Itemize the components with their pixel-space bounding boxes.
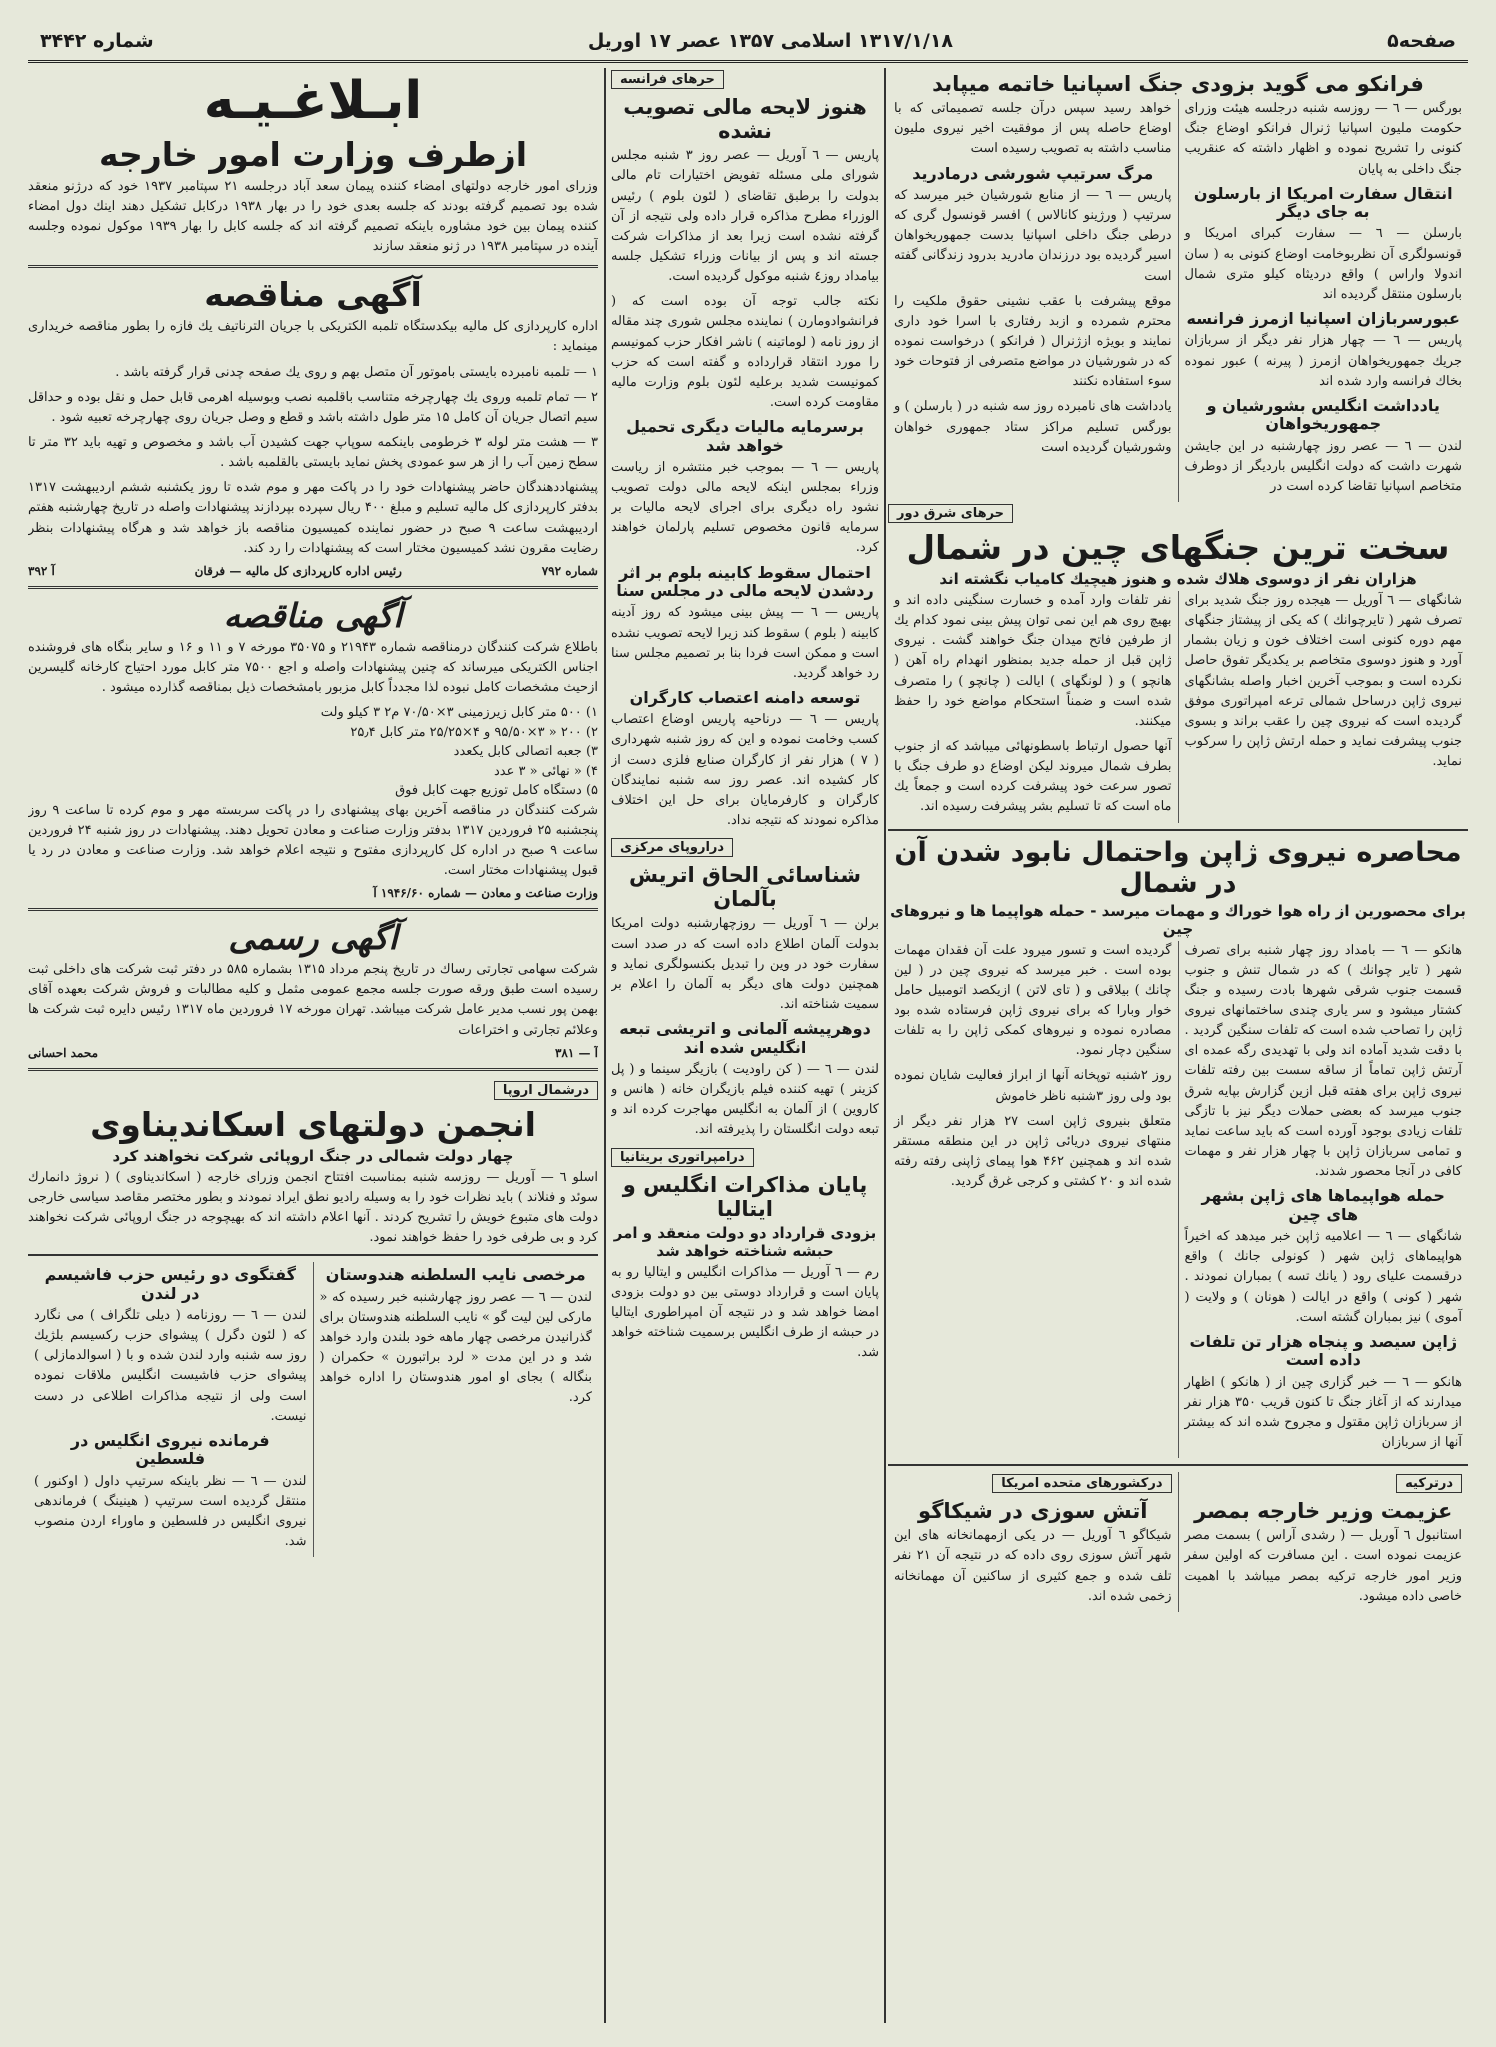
column-divider [604, 68, 606, 2023]
tender2-item [28, 762, 598, 782]
story-paragraph: لندن — ٦ — عصر روز چهارشنبه خبر رسیده که « مارکی لین لیت گو » نایب السلطنه هندوستان برای گذرانیدن مرخصی چهار ماهه خود بلندن وارد خواهد شد و در این مدت « لرد براتبورن » حکمران ( بنگاله ) بجای او امور هندوستان را اداره خواهد کرد. [319, 1289, 592, 1406]
budget-headline: هنوز لایحه مالی تصویب نشده [623, 95, 867, 144]
spain-right-column [1179, 99, 1469, 502]
story-paragraph: هانکو — ٦ — بامداد روز چهار شنبه برای تصرف شهر ( تایر چوانك ) که در شمال تنش و جنوب قسمت جنوب شرقی شهرها بادت رسیده و جنگ کشتار میشود و سر یاری چندی ساختمانهای نیروی ژاپن را تصاحب شده است که تلفات سنگین گردید . با دقت شدید آماده اند ولی با تهدیدی رگه عمده ای آرتش ژاپن تماماً از ساقه سست بین رفته تلفات نیروی ژاپن برای هفته قبل ازین گزارش بپایه شرق جنوب میرسد که بعضی حملات دیگر نیز با تازگی تلفات زیادی بوجود آورده است که باید ساعت نماید و تمامی سربازان ژاپن با چهار هزار نفر و مهمات کافی در آنجا محصور شدند. [1184, 942, 1462, 1180]
section-label-central-europe: دراروپای مرکزی [611, 838, 733, 857]
notice-paragraph: اداره کارپردازی کل مالیه بیکدستگاه تلمبه الکتریکی با جریان الترناتیف یك فازه را بطور مناقصه خریداری مینماید : [28, 319, 598, 355]
british-note-headline: یادداشت انگلیس بشورشیان و جمهوریخواهان [1206, 395, 1440, 434]
france-label-row [611, 68, 879, 91]
spain-paragraph: بورگس — ٦ — روزسه شنبه درجلسه هیئت وزرای حکومت ملیون اسپانیا ژنرال فرانکو اوضاع جنگ کنونی را تشریح نموده و اظهار داشته که عنقریب جنگ داخلی به پایان [1184, 101, 1462, 177]
tender2-item [28, 723, 598, 743]
item-text: ۱) ۵۰۰ متر کابل زیرزمینی ۳×۷۰/۵۰ م۲ ۳ کیلو ولت [320, 705, 598, 721]
story-paragraph: هانکو — ٦ — خبر گزاری چین از ( هانکو ) اظهار میدارند که از آغاز جنگ تا کنون قریب ۳۵۰ هزار نفر از سربازان ژاپن مقتول و مجروح شده اند که بیشتر آنها از سربازان [1184, 1374, 1462, 1451]
rule [888, 829, 1468, 831]
spain-paragraph: لندن — ٦ — عصر روز چهارشنبه در این جایشن شهرت داشت که دولت انگلیس بارديگر از دوطرف متخاصم اسپانیا تقاضا کرده است در [1184, 438, 1462, 494]
section-label-britain: درامپراتوری بریتانیا [611, 1148, 754, 1167]
china-war-story [888, 591, 1468, 823]
tax-headline: برسرمایه مالیات دیگری تحمیل خواهد شد [626, 417, 864, 455]
signature-name: محمد احسانی [28, 1045, 99, 1060]
bottom-stories [28, 1262, 598, 1557]
story-paragraph: پاریس — ٦ — بموجب خبر منتشره از ریاست وزراء بمجلس اینکه لایحه مالی دولت تصویب نشود راه دیگری برای اجرای لایحه مالیات بر سرمایه قانون مخصوص تسلیم پارلمان خواهند کرد. [611, 459, 879, 556]
section-label-turkey: درترکیه [1396, 1474, 1462, 1493]
china-war-subhead: هزاران نفر از دوسوی هلاك شده و هنوز هیچیك كامیاب نگشته اند [939, 570, 1417, 588]
actors-headline: دوهرپیشه آلمانی و اتریشی تبعه انگلیس شده اند [619, 1019, 871, 1057]
tender1-title: آگهی مناقصه [204, 275, 422, 315]
story-paragraph: استانبول ٦ آوریل — ( رشدی آراس ) بسمت مصر عزیمت نموده است . این مسافرت که اولین سفر وزیر امور خارجه ترکیه بمصر میباشد با اهمیت خاصی داده میشود. [1184, 1528, 1462, 1604]
tender1-signature [28, 564, 598, 578]
spain-stories [888, 99, 1468, 502]
strike-headline: توسعه دامنه اعتصاب کارگران [629, 687, 861, 707]
official-notice-title: آگهی رسمی [228, 918, 398, 958]
official-signature [28, 1046, 598, 1060]
section-label-north-europe: درشمال اروپا [494, 1081, 598, 1100]
story-paragraph: برلن — ٦ آوریل — روزچهارشنبه دولت امریکا بدولت آلمان اطلاع داده است که در صدد است سفارت خود در وین را تبدیل بکنسولگری نماید و همچنین دولت های دیگر به آلمان را اعلام بر سمیت شناخته اند. [611, 916, 879, 1013]
tender2-item [28, 703, 598, 723]
us-embassy-headline: انتقال سفارت امریکا از بارسلون به جای دیگر [1193, 183, 1453, 222]
air-raid-headline: حمله هواپیماها های ژاپن بشهر های چین [1201, 1186, 1445, 1224]
talks-subhead: بزودی قرارداد دو دولت منعقد و امر حبشه شناخته خواهد شد [613, 1223, 877, 1260]
story-paragraph: آنها حصول ارتباط باسطونهائی میباشد که از جنوب بطرف شمال میروند لیکن اوضاع دو طرف جنگ با تصور سرعت خود پیشرفت کرده است و جمعاً یك ماه است که تا تسلیم بشر پیشرفت رسیده اند. [894, 738, 1172, 815]
signature-name: رئیس اداره کارپردازی کل مالیه — فرقان [194, 563, 402, 578]
rule [28, 1254, 598, 1256]
palestine-headline: فرمانده نیروی انگلیس در فلسطین [70, 1430, 270, 1469]
notice-paragraph: شرکت سهامی تجارتی رساك در تاریخ پنجم مرداد ۱۳۱۵ بشماره ۵۸۵ در دفتر ثبت شرکت های داخلی ثبت رسیده است طبق ورقه صورت جلسه مجمع عمومی مثمل و کلیه مطالبات و فروش شرکت بعهده آقای بهمن پور نسب مدیر عامل شرکت میباشد. تهران مورخه ۱۷ فروردین ماه ۱۳۱۷ رئیس دایره ثبت شرکت ها وعلائم تجارتی و اختراعات [28, 962, 598, 1038]
spain-paragraph: خواهد رسید سپس درآن جلسه تصمیماتی که با اوضاع حاصله پس از موفقیت اخیر نیروی ملیون مناسب داشته به تصویب رسیده است [894, 101, 1172, 157]
story-column [1179, 1472, 1469, 1612]
spain-paragraph: بارسلن — ٦ — سفارت کبرای امریکا و قونسولگری آن نظربوخامت اوضاع کنونی به ( سان اندولا واراس ) واقع دردیثاه کیلو متری شمال بارسلون منتقل گردیده اند [1184, 226, 1462, 302]
story-column [28, 1262, 314, 1557]
scandinavia-headline: انجمن دولتهای اسکاندیناوی [90, 1104, 536, 1144]
notice-paragraph: باطلاع شرکت کنندگان درمناقصه شماره ۲۱۹۴۳ و ۳۵۰۷۵ مورخه ۷ و ۱۱ و ۱۶ و سایر بنگاه های فروشنده اجناس الکتریکی میرساند که چنین پیشنهادات واصله و اجع ۷۵۰۰ متر کابل مورد احتیاج کارخانه گلیسرین ازحیث مشخصات کامل نبوده لذا مجدداً کابل مزبور بامشخصات ذیل بمناقصه گذارده میشود . [28, 639, 598, 695]
story-paragraph: پاریس — ٦ آوریل — عصر روز ۳ شنبه مجلس شورای ملی مسئله تفویض اختیارات تام مالی بدولت را برطبق تقاضای ( لئون بلوم ) رئیس الوزراء مطرح مذاکره قرار داده ولی نتیجه از آن گرفته نشده است زیرا بعد از مذاکرات شرکت جسته اند و پس از بیانات وزراء تشکیل جلسه بیامداد روز٤ شنبه موکول گردیده است. [611, 148, 879, 285]
spain-paragraph: یادداشت های نامبرده روز سه شنبه در ( بارسلن ) و بورگس تسلیم مراکز ستاد جمهوری خواهان وشورشیان گردیده است [894, 399, 1172, 455]
story-column [888, 591, 1179, 823]
story-column [888, 941, 1179, 1459]
siege-subhead: برای محصورین از راه هوا خوراك و مهمات میرسد - حمله هواپیما ها و نیروهای چین [890, 901, 1466, 938]
spain-paragraph: پاریس — ٦ — از منابع شورشیان خبر میرسد که سرتیپ ( ورژینو کانالاس ) افسر قونسول گری که درطی جنگ داخلی اسپانیا بدست جمهوریخواهان اسیر گردیده بود درزندان مادرید بدرود زندگانی گفته است [894, 187, 1172, 284]
story-paragraph: روز ۲شنبه توپخانه آنها از ابراز فعالیت شایان نموده بود ولی روز ۳شنبه ناظر خاموش [894, 1068, 1172, 1104]
column-divider [884, 68, 886, 2023]
notice-title: ابـلاغـیـه [203, 71, 423, 131]
issue-date: ۱۳۱۷/۱/۱۸ اسلامی ۱۳۵۷ عصر ۱۷ اوریل [587, 30, 954, 52]
notice-paragraph: وزرای امور خارجه دولتهای امضاء کننده پیمان سعد آباد درجلسه ۲۱ سپتامبر ۱۹۳۷ خود که درژنو منعقد شده بود تصمیم گرفته بودند که جلسه بعدی خود را در بهار ۱۹۳۸ درکابل تشکیل دهند اینك دول امضاء کننده پیمان بین خود مشاوره باینکه تصمیم گرفته اند که جلسه کابل را بهار ۱۹۳۹ موکول نموده وجلسه آینده در سپتامبر ۱۹۳۸ در ژنو منعقد سازند [28, 178, 598, 255]
viceroy-headline: مرخصی نایب السلطنه هندوستان [325, 1265, 586, 1285]
central-europe-label-row [611, 836, 879, 859]
spain-paragraph: پاریس — ٦ — چهار هزار نفر دیگر از سربازان جریك جمهوریخواهان ازمرز ( پیرنه ) عبور نموده بخاك فرانسه وارد شده اند [1184, 333, 1462, 389]
item-text: ۴) « نهائی « ۳ عدد [493, 763, 598, 779]
masthead-bar [28, 22, 1468, 63]
talks-headline: پایان مذاکرات انگلیس و ایتالیا [622, 1172, 868, 1221]
rule [888, 1464, 1468, 1466]
notice-item: ۲ — تمام تلمبه وروی یك چهارچرخه متناسب باقلمبه نصب وبوسیله اهرمی قابل حمل و نقل بوده و حداقل سیم اتصال جریان آن کامل ۱۵ متر طول داشته باشد و قطع و وصل جریان روی چهارچرخه تعبیه شود . [28, 389, 598, 425]
story-paragraph: شیکاگو ٦ آوریل — در یکی ازمهمانخانه های این شهر آتش سوزی روی داده که در نتیجه آن ۲۱ نفر تلف شده و جمع کثیری از ساکنین آن مهمانخانه زخمی شده اند. [894, 1528, 1172, 1604]
story-paragraph: لندن — ٦ — ( کن راودیت ) بازیگر سینما و ( پل کزینر ) تهیه کننده فیلم بازیگران خانه ( هانس و کاروین ) از آلمان به انگلیس مهاجرت کرده اند و تبعه دولت انگلستان را پذیرفته اند. [611, 1061, 879, 1138]
notice-subtitle: ازطرف وزارت امور خارجه [98, 134, 528, 174]
issue-number: شماره ۳۴۴۲ [40, 30, 154, 52]
turkey-headline: عزیمت وزیر خارجه بمصر [1194, 1499, 1453, 1524]
britain-label-row [611, 1146, 879, 1169]
tender2-title: آگهی مناقصه [223, 595, 403, 635]
notice-item: ۱ — تلمبه نامبرده بایستی باموتور آن متصل بهم و روی یك صفحه چدنی قرار گرفته باشد . [115, 364, 598, 380]
story-paragraph: پاریس — ٦ — درناحیه پاریس اوضاع اعتصاب کسب وخامت نموده و این که روز شنبه شهرداری ( ۷ ) هزار نفر از کارگران صنایع فلزی دست از کار کشیده اند. عصر روز سه شنبه نمایندگان کارگران و کارفرمایان برای حل این اختلاف مذاکره نمودند که نتیجه نداد. [611, 712, 879, 829]
china-war-headline: سخت ترین جنگهای چین در شمال [906, 528, 1450, 568]
general-death-headline: مرگ سرتیپ شورشی درمادرید [912, 163, 1154, 183]
rule [28, 1068, 598, 1071]
story-column [314, 1262, 599, 1557]
chicago-headline: آتش سوزی در شیکاگو [918, 1499, 1148, 1524]
notice-paragraph: شرکت کنندگان در مناقصه آخرین بهای پیشنهادی را در پاکت سربسته مهر و موم کرده تا ساعت ۹ روز پنجشنبه ۲۵ فروردین ۱۳۱۷ بدفتر وزارت صناعت و معادن تحویل دهند. پیشنهادات در روز شنبه ۲۴ فروردین ساعت ۹ صبح در اداره کل کارپردازی مفتوح و نتیجه اعلام خواهد شد. وزارت صناعت و معادن در رد یا قبول پیشنهادات مختار است. [28, 802, 598, 879]
scandinavia-subhead: چهار دولت شمالی در جنگ اروپائی شرکت نخواهند کرد [112, 1146, 514, 1165]
item-text: ۳) جعبه اتصالی کابل یکعدد [453, 744, 598, 760]
signature-name: وزارت صناعت و معادن — شماره ۱۹۴۶/۶۰ آ [373, 886, 598, 901]
story-paragraph: متعلق بنیروی ژاپن است ۲۷ هزار نفر دیگر از منتهای نیروی دریائی ژاپن در این منطقه مستقر شده اند و همچنین ۴۶۲ هوا پیمای ژاپنی رفته رفته شده اند و ۲۰ کشتی و کرجی غرق گردید. [894, 1113, 1172, 1190]
franco-headline: فرانکو می گوید بزودی جنگ اسپانیا خاتمه میپابد [932, 72, 1424, 96]
tender2-item [28, 781, 598, 801]
siege-story [888, 941, 1468, 1459]
story-paragraph: نکته جالب توجه آن بوده است که ( فرانشوادومارن ) نماینده مجلس شوری چند مقاله از روز نامه ( لوماتینه ) ناشر افکار حزب کمونیسم را مورد انتقاد قرارداده و گفته است که حزب کمونیست شدید برعلیه لئون بلوم وزارت مالیه مقاومت کرده است. [611, 294, 879, 410]
tender2-item [28, 742, 598, 762]
story-column [1179, 941, 1469, 1459]
story-paragraph: پاریس — ٦ — پیش بینی میشود که روز آدینه کابینه ( بلوم ) سقوط کند زیرا لایحه تصویب نشده است و ممکن است فردا بنا بر تصمیم مجلس سنا رد خواهد گردید. [611, 605, 879, 681]
story-paragraph: رم — ٦ آوریل — مذاکرات انگلیس و ایتالیا رو به پایان است و قرارداد دوستی بین دو دولت بزودی امضا خواهد شد و در نتیجه آن امپراطوری ایتالیا در حبشه از طرف انگلیس برسمیت شناخته خواهد شد. [611, 1264, 879, 1361]
story-paragraph: شانگهای — ٦ — اعلامیه ژاپن خبر میدهد که اخیراً هواپیماهای ژاپن شهر ( کونولی جانك ) واقع درقسمت علیای رود ( یانك تسه ) بمباران نمودند . شهر ( کونی ) واقع در ایالت ( هونان ) و ولایت ( آموی ) نیز بمباران گشته است. [1184, 1229, 1462, 1325]
column-notices [28, 68, 598, 2023]
story-paragraph: شانگهای — ٦ آوریل — هیجده روز جنگ شدید برای تصرف شهر ( تایرچوانك ) که یکی از پیشتاز جنگهای مهم دوره کنونی است اختلاف خون و زیان بشمار آورد و هنوز دوسوی متخاصم بر یکدیگر تفوق حاصل نکرده است و بموجب آخرین اخبار واصله بشانگهای نیروی ژاپن درساحل شمالی ترعه امپراتوری موفق گردیده است که نیروی چین را عقب براند و بسوی جنوب پیشرفت نماید و حمله ارتش ژاپن را سرکوب نماید. [1184, 593, 1462, 770]
siege-headline: محاصره نیروی ژاپن واحتمال نابود شدن آن در شمال [894, 836, 1462, 899]
cabinet-fall-headline: احتمال سقوط کابینه بلوم بر اثر ردشدن لایحه مالی در مجلس سنا [616, 562, 874, 600]
story-paragraph: اسلو ٦ — آوریل — روزسه شنبه بمناسبت افتتاح انجمن وزرای خارجه ( اسکاندیناوی ) ( نروژ دانمارك سوئد و فنلاند ) باید نظرات خود را به وسیله رادیو نطق ایراد نمودند و بطور مختصر مقاصد سیاسی خارجی دولت های متبوع خویش را تشریح کردند . آنها اعلام داشته اند که بهیچوجه در جنگ اروپائی شرکت نخواهند کرد و بی طرفی خود را حفظ خواهند نمود. [28, 1169, 598, 1246]
section-label-us: درکشورهای متحده امریکا [992, 1474, 1171, 1493]
rule [28, 908, 598, 911]
far-east-label-row [888, 502, 1468, 525]
story-paragraph: لندن — ٦ — روزنامه ( دیلی تلگراف ) می نگارد که ( لئون دگرل ) پیشوای حزب رکسیسم بلژیك روز سه شنبه وارد لندن شده و با ( اسوالدمازلی ) پیشوای حزب فاشیست انگلیس ملاقات نموده است ولی از نتیجه مذاکرات اطلاعی در دست نیست. [34, 1307, 307, 1424]
spain-paragraph: موقع پیشرفت با عقب نشینی حقوق ملکیت را محترم شمرده و ازبد رفتاری با اسرا خود داری نمایند و بویژه ازژنرال ( فرانکو ) درخواست نموده که در شورشیان در مواضع متصرفی از فتوحات خود سوء استفاده نکنند [894, 293, 1172, 390]
signature-number: شماره ۷۹۲ [541, 563, 598, 578]
austria-headline: شناسائی الحاق اتریش بآلمان [629, 863, 861, 912]
page-number: صفحه۵ [1387, 30, 1456, 52]
item-text: ۲) ۲۰۰ « ۳×۹۵/۵۰ و ۴×۲۵/۲۵ متر کابل ۲۵٫۴ [350, 724, 598, 740]
rule [28, 586, 598, 589]
column-europe-news [611, 68, 879, 2023]
tender2-signature [28, 886, 598, 900]
section-label-france: حرهای فرانسه [611, 70, 724, 89]
story-column [888, 1472, 1179, 1612]
soldiers-border-headline: عبورسربازان اسپانیا ازمرز فرانسه [1186, 309, 1460, 329]
item-text: ۵) دستگاه کامل توزیع جهت کابل فوق [395, 783, 598, 799]
rule [28, 265, 598, 268]
signature-code: آ — ۳۸۱ [554, 1045, 598, 1060]
story-paragraph: نفر تلفات وارد آمده و خسارت سنگینی داده اند و بهیچ روی هم این نمی توان پیش بینی نمود کدام یك از طرفین فاتح میدان جنگ خواهند گشت . نیروی ژاپن قبل از حمله جدید بمنظور انهدام راه آهن ( هانچو ) و ( لونگهای ) ایالت ( چانچو ) را متصرف شده است و ضمناً استحکام مواضع خود را حفظ میکنند. [894, 593, 1172, 729]
story-paragraph: لندن — ٦ — نظر باینکه سرتیپ داول ( اوکنور ) منتقل گردیده است سرتیپ ( هینینگ ) فرماندهی نیروی انگلیس در فلسطین و ماوراء اردن منصوب شد. [34, 1473, 307, 1550]
signature-code: آ ۳۹۲ [28, 563, 55, 578]
section-label-far-east: حرهای شرق دور [888, 504, 1013, 523]
story-paragraph: گردیده است و تسور میرود علت آن فقدان مهمات بوده است . خبر میرسد که نیروی چین در ( لین چانك ) بیلاقی و ( تای لاتن ) ازیکصد اتومبیل حامل خوار وبارا که برای نیروی ژاپن فرستاده شده بود مصادره نموده و نیروهای کمکی ژاپن را به تلفات سنگین دچار نمود. [894, 942, 1172, 1059]
notice-paragraph: پیشنهاددهندگان حاضر پیشنهادات خود را در پاکت مهر و موم شده تا روز یکشنبه ششم اردیبهشت ۱۳۱۷ بدفتر کارپردازی کل مالیه تسلیم و مبلغ ۴۰۰ ریال سپرده بپردازند پیشنهادات واصله در تاریخ چهارشنبه هفتم اردیبهشت ساعت ۹ صبح در حضور نماینده کمیسیون مناقصه باز خواهد شد و هرگاه پیشنهادات بنظر رضایت مقرون نشد کمیسیون مختار است که پیشنهادات را رد کند. [28, 480, 598, 556]
newspaper-page [28, 22, 1468, 2027]
japan-losses-headline: ژاپن سیصد و پنجاه هزار تن تلفات داده است [1189, 1331, 1458, 1370]
spain-left-column [888, 99, 1179, 502]
notice-item: ۳ — هشت متر لوله ۳ خرطومی باینکمه سوپاپ جهت کشیدن آب باشد و مخصوص و تهیه باید ۳۲ متر تا سطح زمین آب را از هر سو عمودی پخش نماید بایستی بالقلمبه باشد . [28, 434, 598, 471]
fascist-headline: گفتگوی دو رئیس حزب فاشیسم در لندن [44, 1265, 296, 1303]
column-world-news [888, 68, 1468, 2023]
columns [28, 68, 1468, 2023]
bottom-stories [888, 1472, 1468, 1612]
story-column [1179, 591, 1469, 823]
